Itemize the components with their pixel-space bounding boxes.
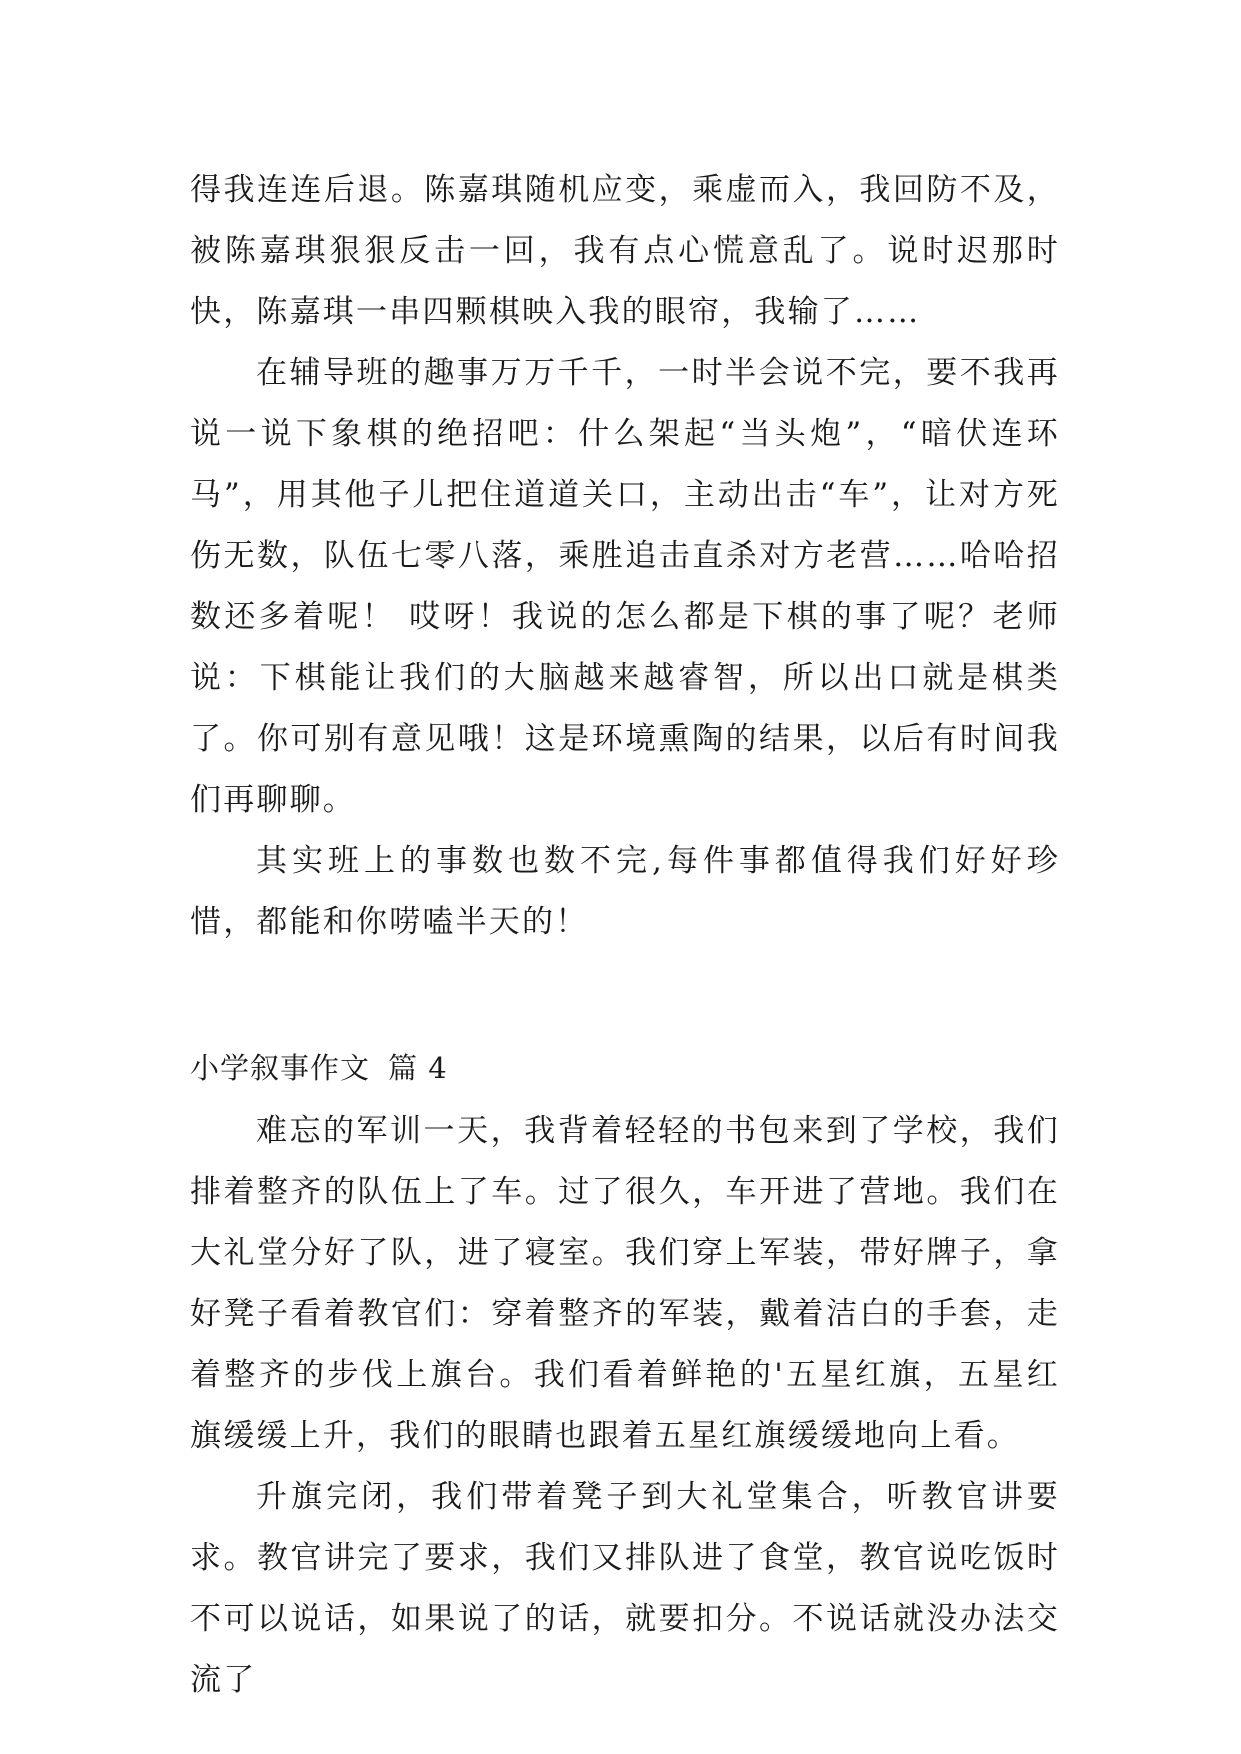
paragraph-chess-tricks: 在辅导班的趣事万万千千，一时半会说不完，要不我再说一说下象棋的绝招吧：什么架起“当头炮”，“暗伏连环马”，用其他子儿把住道道关口，主动出击“车”，让对方死伤无数，队伍七零八落，乘胜追击直杀对方老营……哈哈招数还多着呢！ 哎呀！我说的怎么都是下棋的事了呢？老师说：下棋能让我们的大脑越来越睿智，所以出口就是棋类了。你可别有意见哦！这是环境熏陶的结果，以后有时间我们再聊聊。 bbox=[190, 355, 1060, 818]
section-title-number: 篇 4 bbox=[388, 1051, 448, 1085]
section-title bbox=[190, 1043, 1060, 1093]
paragraph-class-stories: 其实班上的事数也数不完,每件事都值得我们好好珍惜，都能和你唠嗑半天的！ bbox=[190, 843, 1060, 940]
paragraph-continuation: 得我连连后退。陈嘉琪随机应变，乘虚而入，我回防不及，被陈嘉琪狠狠反击一回，我有点心慌意乱了。说时迟那时快，陈嘉琪一串四颗棋映入我的眼帘，我输了…… bbox=[190, 172, 1060, 330]
paragraph-after-flag-raising: 升旗完闭，我们带着凳子到大礼堂集合，听教官讲要求。教官讲完了要求，我们又排队进了食堂，教官说吃饭时不可以说话，如果说了的话，就要扣分。不说话就没办法交流了 bbox=[190, 1479, 1060, 1698]
paragraph-military-training: 难忘的军训一天，我背着轻轻的书包来到了学校，我们排着整齐的队伍上了车。过了很久，车开进了营地。我们在大礼堂分好了队，进了寝室。我们穿上军装，带好牌子，拿好凳子看着教官们：穿着整齐的军装，戴着洁白的手套，走着整齐的步伐上旗台。我们看着鲜艳的'五星红旗，五星红旗缓缓上升，我们的眼睛也跟着五星红旗缓缓地向上看。 bbox=[190, 1113, 1060, 1454]
section-title-prefix: 小学叙事作文 bbox=[190, 1051, 371, 1085]
document-body bbox=[190, 160, 1060, 1711]
